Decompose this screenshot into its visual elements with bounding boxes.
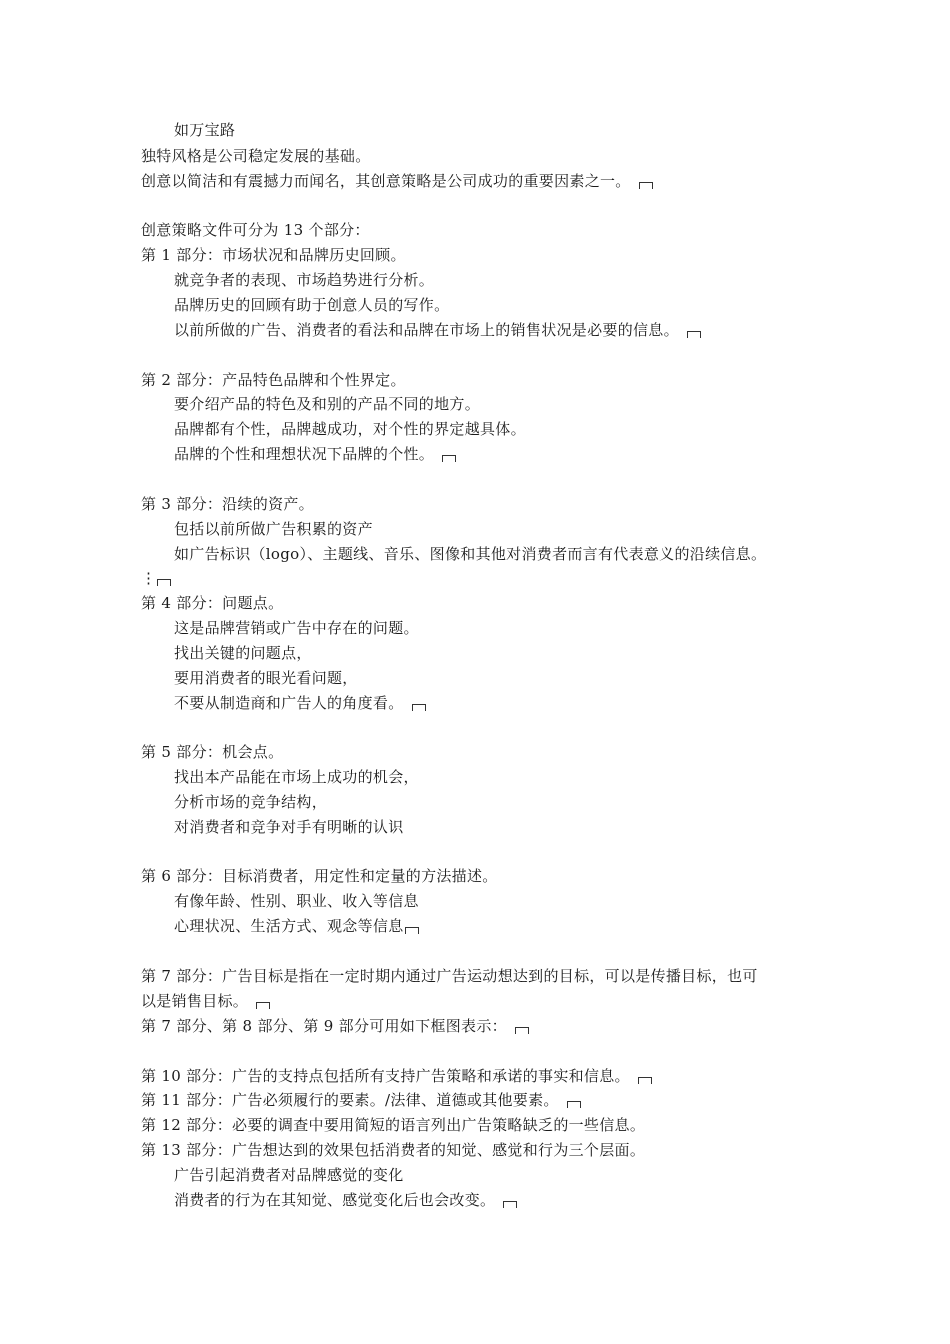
- text-line: 第 7 部分、第 8 部分、第 9 部分可用如下框图表示：: [141, 1016, 529, 1036]
- text-line: 找出关键的问题点，: [174, 644, 312, 662]
- text-line: 有像年龄、性别、职业、收入等信息: [174, 892, 419, 910]
- paragraph-mark-icon: [405, 927, 419, 934]
- part-heading: 第 6 部分：目标消费者，用定性和定量的方法描述。: [141, 867, 498, 885]
- part-heading: 第 2 部分：产品特色品牌和个性界定。: [141, 371, 406, 389]
- part-heading: 第 12 部分：必要的调查中要用简短的语言列出广告策略缺乏的一些信息。: [141, 1116, 646, 1134]
- part-heading: 第 4 部分：问题点。: [141, 594, 284, 612]
- paragraph-mark-icon: [638, 1077, 652, 1084]
- part-heading: 第 10 部分：广告的支持点包括所有支持广告策略和承诺的事实和信息。: [141, 1066, 652, 1086]
- part-heading: 第 13 部分：广告想达到的效果包括消费者的知觉、感觉和行为三个层面。: [141, 1141, 646, 1159]
- part-heading: 第 11 部分：广告必须履行的要素。/法律、道德或其他要素。: [141, 1090, 581, 1110]
- paragraph-mark-icon: [256, 1002, 270, 1009]
- part-heading: 第 1 部分：市场状况和品牌历史回顾。: [141, 246, 406, 264]
- text-line: 要用消费者的眼光看问题，: [174, 669, 358, 687]
- text-line: 不要从制造商和广告人的角度看。: [174, 693, 426, 713]
- part-heading: 第 5 部分：机会点。: [141, 743, 284, 761]
- text-line: 如万宝路: [174, 121, 236, 139]
- text-line: 品牌的个性和理想状况下品牌的个性。: [174, 444, 456, 464]
- text-line: 分析市场的竞争结构，: [174, 793, 328, 811]
- part-heading: 第 3 部分：沿续的资产。: [141, 495, 314, 513]
- paragraph-mark-icon: [442, 455, 456, 462]
- text-line: 独特风格是公司稳定发展的基础。: [141, 147, 371, 165]
- text-line: 包括以前所做广告积累的资产: [174, 520, 373, 538]
- paragraph-mark-icon: [687, 331, 701, 338]
- paragraph-mark-icon: [567, 1101, 581, 1108]
- text-line: 品牌历史的回顾有助于创意人员的写作。: [174, 296, 450, 314]
- paragraph-mark-icon: [503, 1201, 517, 1208]
- text-line: ⋮: [141, 568, 171, 588]
- text-line: 消费者的行为在其知觉、感觉变化后也会改变。: [174, 1190, 517, 1210]
- text-line: 对消费者和竞争对手有明晰的认识: [174, 818, 404, 836]
- part-heading: 第 7 部分：广告目标是指在一定时期内通过广告运动想达到的目标，可以是传播目标，也可: [141, 967, 758, 985]
- paragraph-mark-icon: [157, 579, 171, 586]
- text-line: 就竞争者的表现、市场趋势进行分析。: [174, 271, 435, 289]
- text-line: 创意以简洁和有震撼力而闻名，其创意策略是公司成功的重要因素之一。: [141, 171, 653, 191]
- paragraph-mark-icon: [515, 1027, 529, 1034]
- text-line: 这是品牌营销或广告中存在的问题。: [174, 619, 419, 637]
- paragraph-mark-icon: [412, 704, 426, 711]
- text-line: 如广告标识（logo）、主题线、音乐、图像和其他对消费者而言有代表意义的沿续信息。: [174, 545, 767, 563]
- text-line: 心理状况、生活方式、观念等信息: [174, 916, 419, 936]
- text-line: 要介绍产品的特色及和别的产品不同的地方。: [174, 395, 481, 413]
- section-heading: 创意策略文件可分为 13 个部分：: [141, 221, 370, 239]
- text-line: 品牌都有个性，品牌越成功，对个性的界定越具体。: [174, 420, 526, 438]
- text-line: 找出本产品能在市场上成功的机会，: [174, 768, 419, 786]
- text-line: 广告引起消费者对品牌感觉的变化: [174, 1166, 404, 1184]
- text-line: 以是销售目标。: [141, 991, 270, 1011]
- text-line: 以前所做的广告、消费者的看法和品牌在市场上的销售状况是必要的信息。: [174, 320, 701, 340]
- paragraph-mark-icon: [639, 182, 653, 189]
